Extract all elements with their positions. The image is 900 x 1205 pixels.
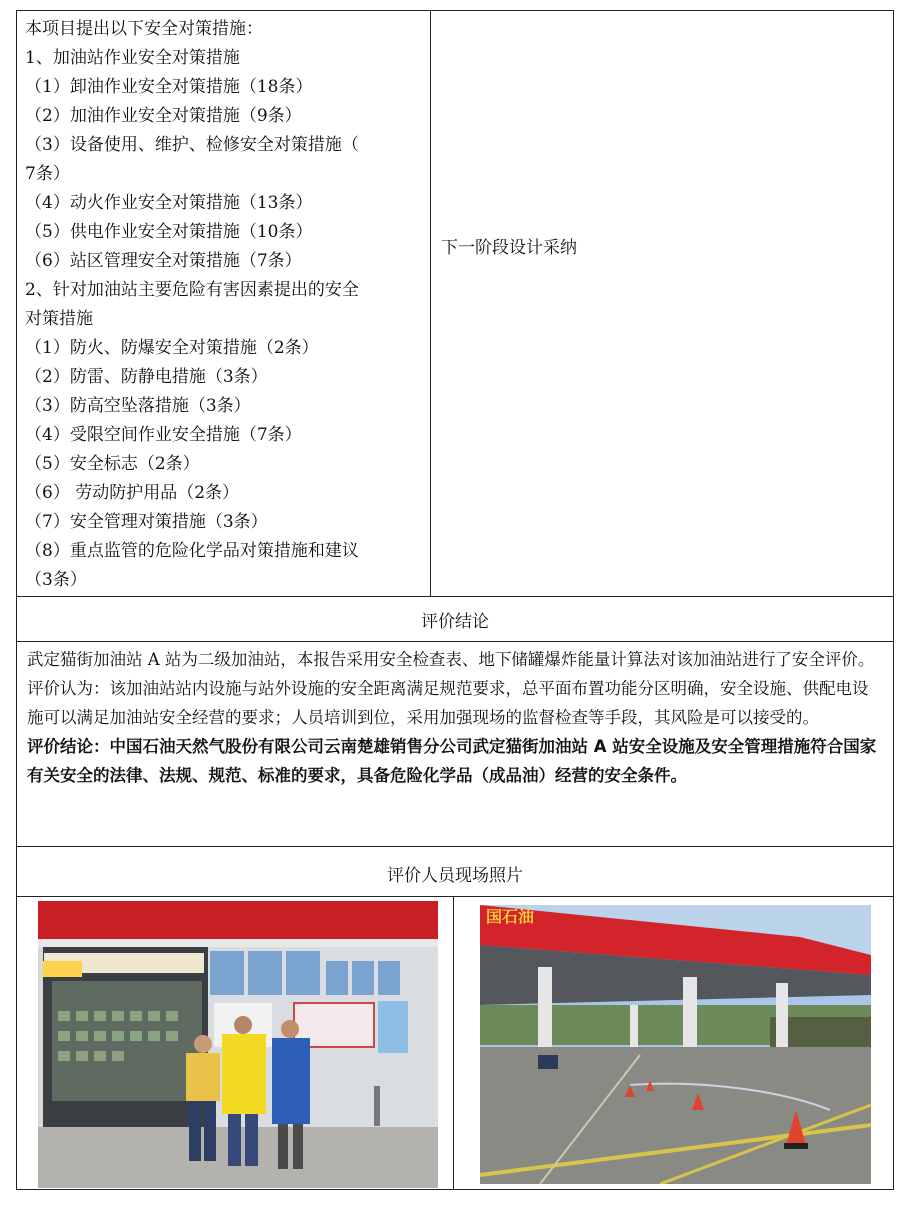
row-divider [17,896,893,897]
measure-line: 2、针对加油站主要危险有害因素提出的安全 [25,280,359,300]
forecourt-photo [480,905,871,1184]
row-divider [17,641,893,642]
measure-line: （2）加油作业安全对策措施（9条） [25,106,302,126]
measure-line: （4）动火作业安全对策措施（13条） [25,193,313,213]
measure-line: （3条） [25,570,87,590]
measure-line: （6） 劳动防护用品（2条） [25,483,240,503]
conclusion-body: 武定猫街加油站 A 站为二级加油站，本报告采用安全检查表、地下储罐爆炸能量计算法对该加油站进行了安全评价。评价认为：该加油站站内设施与站外设施的安全距离满足规范要求，总平面布置功能分区明确，安全设施、供配电设施可以满足加油站安全经营的要求；人员培训到位，采用加强现场的监督检查等手段，其风险是可以接受的。 [27,650,875,727]
row-divider [17,596,893,597]
measure-line: （5）供电作业安全对策措施（10条） [25,222,313,242]
safety-measures-list [25,15,425,595]
measure-line: 1、加油站作业安全对策措施 [25,48,240,68]
measure-line: （4）受限空间作业安全措施（7条） [25,425,302,445]
report-table [16,10,894,1190]
column-divider [430,11,431,597]
row-divider [17,846,893,847]
photo-divider [453,897,454,1190]
photos-header: 评价人员现场照片 [387,866,523,886]
measure-line: （1）卸油作业安全对策措施（18条） [25,77,313,97]
measure-line: （1）防火、防爆安全对策措施（2条） [25,338,319,358]
adoption-status: 下一阶段设计采纳 [441,238,577,258]
conclusion-header: 评价结论 [421,612,489,632]
measure-line: 本项目提出以下安全对策措施： [25,19,263,39]
staff-photo [38,901,438,1188]
measure-line: 对策措施 [25,309,93,329]
measure-line: （2）防雷、防静电措施（3条） [25,367,268,387]
measure-line: （3）设备使用、维护、检修安全对策措施（ [25,135,359,155]
measure-line: 7条） [25,164,70,184]
conclusion-verdict: 评价结论：中国石油天然气股份有限公司云南楚雄销售分公司武定猫街加油站 A 站安全设施及安全管理措施符合国家有关安全的法律、法规、规范、标准的要求，具备危险化学品（成品油）经营的安全条件。 [27,737,877,785]
canopy-text: 国石油 [486,907,535,926]
conclusion-text [27,645,882,790]
measure-line: （7）安全管理对策措施（3条） [25,512,268,532]
measure-line: （5）安全标志（2条） [25,454,200,474]
measure-line: （3）防高空坠落措施（3条） [25,396,251,416]
measure-line: （6）站区管理安全对策措施（7条） [25,251,302,271]
staff-photo-image [38,901,438,1188]
forecourt-photo-image [480,905,871,1184]
measure-line: （8）重点监管的危险化学品对策措施和建议 [25,541,359,561]
